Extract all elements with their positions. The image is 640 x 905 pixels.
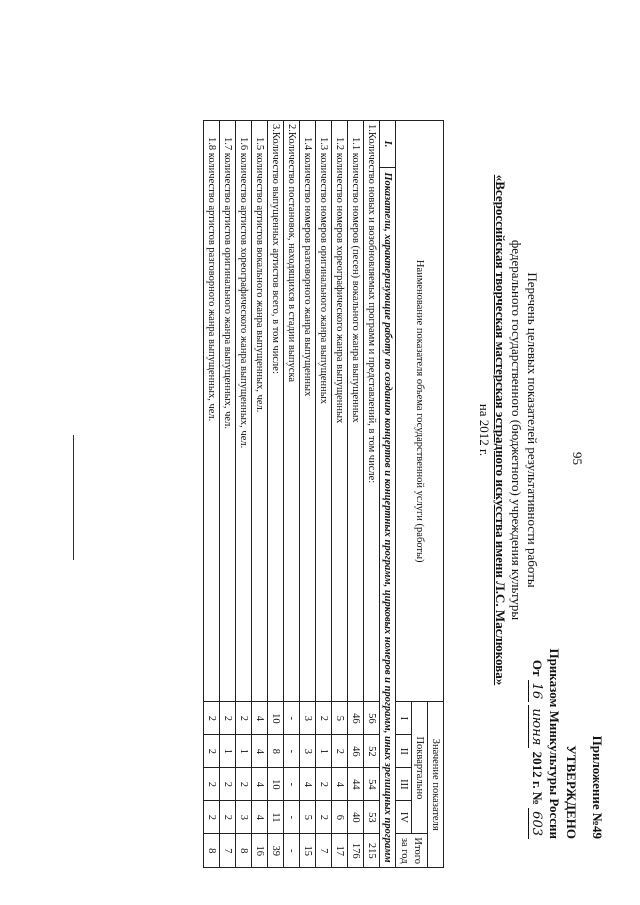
quarter-3-value: 4 — [252, 768, 268, 801]
quarter-1-value: 46 — [348, 702, 364, 735]
header-quarter-4: IV — [396, 801, 412, 834]
quarter-2-value: 1 — [316, 735, 332, 768]
indicator-label: 3.Количество выпущенных артистов всего, в том числе: — [268, 121, 284, 702]
table-row — [300, 121, 316, 868]
year-total-value: 7 — [316, 834, 332, 868]
approval-year: 2012 г. № — [530, 751, 545, 805]
approval-month: июня — [528, 705, 544, 748]
heading-line-1: Перечень целевых показателей результативности работы — [525, 272, 540, 588]
quarter-1-value: 2 — [316, 702, 332, 735]
quarter-4-value: 6 — [332, 801, 348, 834]
indicator-label: 1.4 количество номеров разговорного жанра выпущенных — [300, 121, 316, 702]
header-indicator-name: Наименование показателя объема государственной услуги (работы) — [396, 121, 444, 702]
indicator-label: 1.7 количество артистов оригинального жанра выпущенных, чел. — [220, 121, 236, 702]
quarter-4-value: 2 — [316, 801, 332, 834]
heading-line-2: федерального государственного (бюджетного) учреждения культуры — [509, 239, 524, 621]
indicator-label: 1.5 количество артистов вокального жанра выпущенных, чел. — [252, 121, 268, 702]
table-row — [268, 121, 284, 868]
quarter-2-value: 2 — [204, 735, 220, 768]
year-total-value: 8 — [204, 834, 220, 868]
year-total-value: 17 — [332, 834, 348, 868]
quarter-4-value: 11 — [268, 801, 284, 834]
header-year-total — [396, 834, 428, 868]
year-total-value: - — [284, 834, 300, 868]
quarter-1-value: 2 — [220, 702, 236, 735]
quarter-1-value: 3 — [300, 702, 316, 735]
year-total-value: 39 — [268, 834, 284, 868]
quarter-2-value: 52 — [364, 735, 380, 768]
indicators-table — [203, 120, 444, 868]
quarter-4-value: 5 — [300, 801, 316, 834]
quarter-3-value: 10 — [268, 768, 284, 801]
quarter-4-value: 2 — [220, 801, 236, 834]
quarter-1-value: 2 — [204, 702, 220, 735]
header-quarterly: Поквартально — [412, 702, 428, 834]
table-row — [316, 121, 332, 868]
quarter-3-value: 4 — [332, 768, 348, 801]
header-quarter-2: II — [396, 735, 412, 768]
quarter-4-value: 2 — [204, 801, 220, 834]
quarter-3-value: 2 — [316, 768, 332, 801]
header-quarter-1: I — [396, 702, 412, 735]
quarter-4-value: - — [284, 801, 300, 834]
quarter-3-value: 2 — [220, 768, 236, 801]
quarter-4-value: 40 — [348, 801, 364, 834]
section-title: Показатели, характеризующие работу по созданию концертов и концертных программ, цирковых номеров и программ, иных зрелищных программ — [380, 168, 396, 868]
indicator-label: 1.1 количество номеров (песен) вокального жанра выпущенных — [348, 121, 364, 702]
table-row — [236, 121, 252, 868]
quarter-4-value: 4 — [252, 801, 268, 834]
section-row — [380, 121, 396, 868]
indicator-label: 1.3 количество номеров оригинального жанра выпущенных — [316, 121, 332, 702]
quarter-1-value: 10 — [268, 702, 284, 735]
quarter-1-value: 4 — [252, 702, 268, 735]
indicator-label: 2.Количество постановок, находящихся в стадии выпуска — [284, 121, 300, 702]
indicator-label: 1.8 количество артистов разговорного жанра выпущенных, чел. — [204, 121, 220, 702]
table-row — [332, 121, 348, 868]
year-total-value: 7 — [220, 834, 236, 868]
quarter-2-value: 8 — [268, 735, 284, 768]
quarter-1-value: 56 — [364, 702, 380, 735]
quarter-1-value: 2 — [236, 702, 252, 735]
year-total-value: 8 — [236, 834, 252, 868]
year-total-value: 15 — [300, 834, 316, 868]
quarter-3-value: 2 — [236, 768, 252, 801]
quarter-2-value: 46 — [348, 735, 364, 768]
year-total-value: 176 — [348, 834, 364, 868]
table-row — [204, 121, 220, 868]
quarter-2-value: 1 — [220, 735, 236, 768]
bottom-rule — [73, 435, 74, 560]
quarter-2-value: 2 — [332, 735, 348, 768]
quarter-3-value: 44 — [348, 768, 364, 801]
quarter-2-value: 1 — [236, 735, 252, 768]
section-number: I. — [380, 121, 396, 168]
year-total-value: 215 — [364, 834, 380, 868]
table-row — [348, 121, 364, 868]
indicator-label: 1.2 количество номеров хореографического жанра выпущенных — [332, 121, 348, 702]
table-row — [284, 121, 300, 868]
table-row — [220, 121, 236, 868]
page-number: 95 — [570, 452, 585, 465]
quarter-3-value: 54 — [364, 768, 380, 801]
quarter-4-value: 3 — [236, 801, 252, 834]
quarter-4-value: 53 — [364, 801, 380, 834]
approval-order: Приказом Минкультуры России — [547, 648, 562, 839]
indicator-label: 1.6 количество артистов хореографического жанра выпущенных, чел. — [236, 121, 252, 702]
quarter-1-value: 5 — [332, 702, 348, 735]
quarter-2-value: 3 — [300, 735, 316, 768]
table-row — [252, 121, 268, 868]
approval-day: 16 — [528, 680, 544, 703]
heading-organization: «Всероссийская творческая мастерская эстрадного искусства имени Л.С. Маслюкова» — [493, 174, 508, 686]
year-total-value: 16 — [252, 834, 268, 868]
table-row — [364, 121, 380, 868]
appendix-label: Приложение №49 — [590, 735, 605, 839]
approval-number: 603 — [528, 808, 544, 839]
approval-title: УТВЕРЖДЕНО — [564, 745, 579, 839]
quarter-2-value: - — [284, 735, 300, 768]
header-total-line-1: Итого — [412, 837, 424, 864]
quarter-1-value: - — [284, 702, 300, 735]
quarter-3-value: 4 — [300, 768, 316, 801]
document-heading — [476, 150, 540, 710]
quarter-3-value: - — [284, 768, 300, 801]
heading-year: на 2012 г. — [477, 403, 492, 457]
header-total-line-2: за год — [399, 837, 411, 864]
quarter-2-value: 4 — [252, 735, 268, 768]
header-indicator-value: Значение показателя — [428, 702, 444, 868]
quarter-3-value: 2 — [204, 768, 220, 801]
approval-from: От — [530, 659, 545, 677]
header-quarter-3: III — [396, 768, 412, 801]
indicator-label: 1.Количество новых и возобновляемых программ и представлений, в том числе: — [364, 121, 380, 702]
